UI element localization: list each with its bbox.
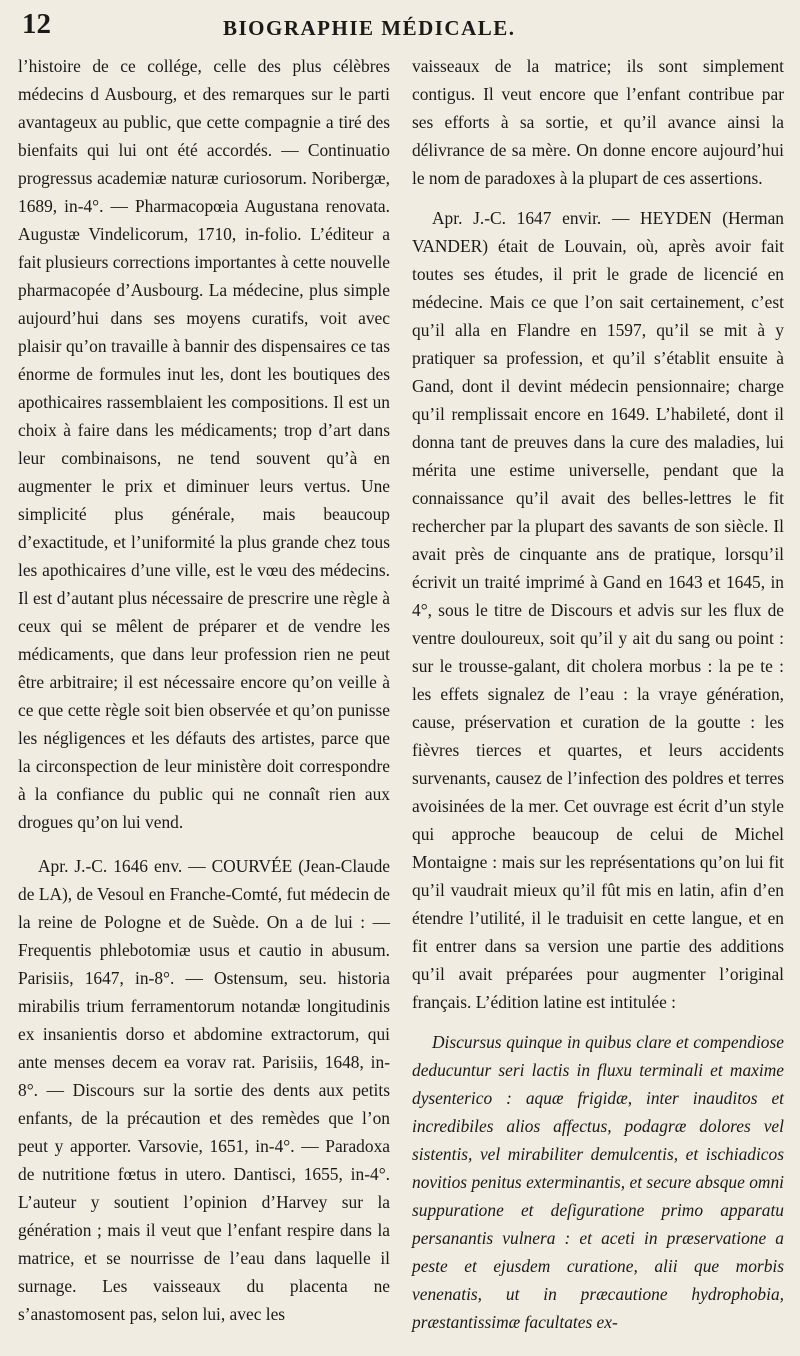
- running-title: BIOGRAPHIE MÉDICALE.: [223, 16, 516, 40]
- right-column: [412, 52, 784, 1336]
- running-head: [18, 6, 784, 52]
- right-paragraph-1: vaisseaux de la matrice; ils sont simplement contigus. Il veut encore que l’enfant contribue par ses efforts à sa sortie, et qu’il avance ainsi la délivrance de sa mère. On donne encore aujourd’hui le nom de paradoxes à la plupart de ces assertions.: [412, 56, 784, 188]
- right-paragraph-3: Discursus quinque in quibus clare et compendiose deducuntur seri lactis in fluxu terminali et maxime dysenterico : aquæ frigidæ, inter inauditos et incredibiles alios affectus, podagræ dolores vel sistentis, vel mirabiliter demulcentis, et ischiadicos novitios penitus exterminantis, et secure absque omni suppuratione et deſiguratione primo apparatu persanantis vulnera : et aceti in præservatione a peste et ejusdem curatione, alii que morbis venenatis, ut in præcautione hydrophobia, præstantissimæ facultates ex-: [412, 1032, 784, 1332]
- right-paragraph-2: Apr. J.-C. 1647 envir. — HEYDEN (Herman VANDER) était de Louvain, où, après avoir fait toutes ses études, il prit le grade de licencié en médecine. Mais ce que l’on sait certainement, c’est qu’il alla en Flandre en 1597, qu’il se mit à y pratiquer sa profession, et qu’il s’établit ensuite à Gand, dont il devint médecin pensionnaire; charge qu’il remplissait encore en 1649. L’habileté, dont il donna tant de preuves dans la cure des maladies, lui mérita une estime universelle, pendant que la connaissance qu’il avait des belles-lettres le fit rechercher par la plupart des savants de son siècle. Il avait près de cinquante ans de pratique, lorsqu’il écrivit un traité imprimé à Gand en 1643 et 1645, in 4°, sous le titre de Discours et advis sur les flux de ventre douloureux, soit qu’il y ait du sang ou point : sur le trousse-galant, dit cholera morbus : la pe te : les effets signalez de l’eau : la vraye génération, cause, préservation et curation de la goutte : les fièvres tierces et quartes, et leurs accidents survenants, causez de l’infection des poldres et terres avoisinées de la mer. Cet ouvrage est écrit d’un style qui approche beaucoup de celui de Michel Montaigne : mais sur les représentations qu’on lui fit qu’il vaudrait mieux qu’il fût mis en latin, afin d’en étendre l’utilité, il le traduisit en cette langue, et en fit entrer dans sa version une partie des additions qu’il avait préparées pour augmenter l’original français. L’édition latine est intitulée :: [412, 208, 784, 1012]
- page-number: 12: [22, 8, 51, 40]
- text-columns: [18, 52, 784, 1336]
- left-paragraph-1: l’histoire de ce collége, celle des plus célèbres médecins d Ausbourg, et des remarques sur le parti avantageux au public, que cette compagnie a tiré des bienfaits qui lui ont été accordés. — Continuatio progressus academiæ naturæ curiosorum. Noribergæ, 1689, in-4°. — Pharmacopœia Augustana renovata. Augustæ Vindelicorum, 1710, in-folio. L’éditeur a fait plusieurs corrections importantes à cette nouvelle pharmacopée d’Ausbourg. La médecine, plus simple aujourd’hui dans ses moyens curatifs, voit avec plaisir qu’on travaille à bannir des dispensaires ce tas énorme de formules inut les, dont les boutiques des apothicaires rassemblaient les compositions. Il est un choix à faire dans les médicaments; trop d’art dans leur combinaisons, ne tend souvent qu’à en augmenter le prix et diminuer leurs vertus. Une simplicité plus générale, mais beaucoup d’exactitude, et l’uniformité la plus grande chez tous les apothicaires d’une ville, est le vœu des médecins. Il est d’autant plus nécessaire de prescrire une règle à ceux qui se mêlent de préparer et de vendre les médicaments, que dans leur profession rien ne peut être arbitraire; il est nécessaire encore qu’on veille à ce que cette règle soit bien observée et qu’on punisse les négligences et les défauts des artistes, parce que la circonspection de leur ministère doit correspondre à la confiance du public qui ne connaît rien aux drogues qu’on lui vend.: [18, 56, 390, 832]
- left-column: [18, 52, 390, 1336]
- left-paragraph-2: Apr. J.-C. 1646 env. — COURVÉE (Jean-Claude de LA), de Vesoul en Franche-Comté, fut médecin de la reine de Pologne et de Suède. On a de lui : — Frequentis phlebotomiæ usus et cautio in abusum. Parisiis, 1647, in-8°. — Ostensum, seu. historia mirabilis trium ferramentorum notandæ longitudinis ex insanientis dorso et abdomine extractorum, qui ante menses decem ea vorav rat. Parisiis, 1648, in-8°. — Discours sur la sortie des dents aux petits enfants, de la précaution et des remèdes que l’on peut y apporter. Varsovie, 1651, in-4°. — Paradoxa de nutritione fœtus in utero. Dantisci, 1655, in-4°. L’auteur y soutient l’opinion d’Harvey sur la génération ; mais il veut que l’enfant respire dans la matrice, et se nourrisse de l’eau dans laquelle il surnage. Les vaisseaux du placenta ne s’anastomosent pas, selon lui, avec les: [18, 856, 390, 1324]
